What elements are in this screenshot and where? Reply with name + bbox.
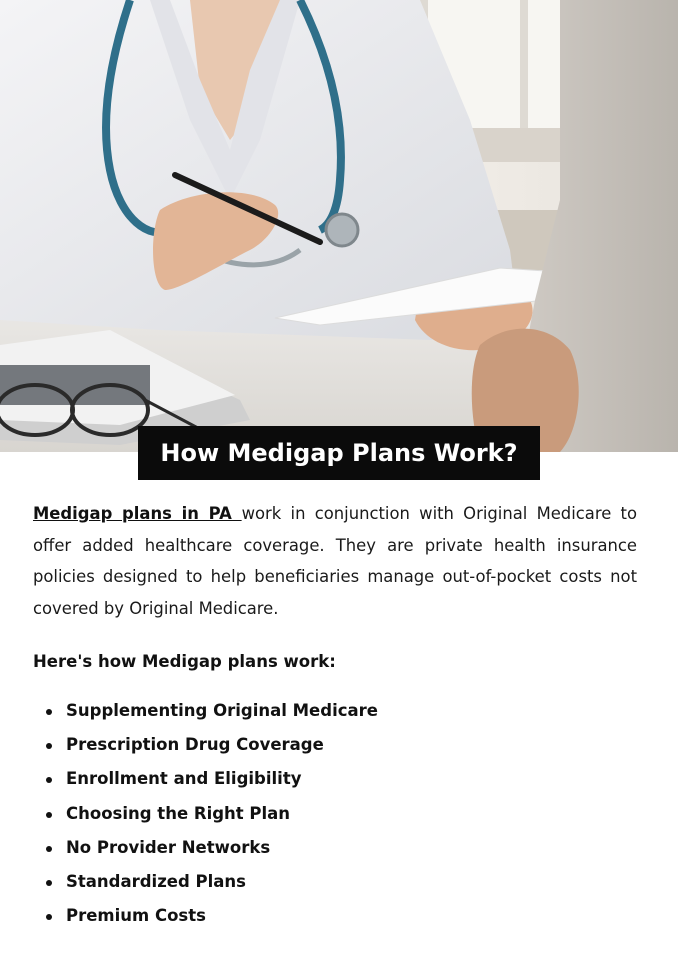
bullet-icon (46, 846, 52, 852)
bullet-icon (46, 914, 52, 920)
list-item-label: Premium Costs (66, 906, 206, 926)
list-item-label: Supplementing Original Medicare (66, 701, 378, 720)
list-item (33, 831, 378, 865)
list-item (33, 865, 378, 899)
list-item-label: Choosing the Right Plan (66, 803, 291, 823)
list-item-label: Standardized Plans (66, 871, 247, 891)
list-item-label: No Provider Networks (66, 837, 271, 857)
medigap-pa-link[interactable]: Medigap plans in PA (33, 504, 242, 523)
list-item (33, 762, 378, 796)
list-item (33, 694, 378, 728)
page-title-text: How Medigap Plans Work? (160, 439, 518, 467)
features-list (33, 694, 378, 933)
list-item-label: Enrollment and Eligibility (66, 769, 302, 789)
bullet-icon (46, 880, 52, 886)
bullet-icon (46, 812, 52, 818)
section-subheading: Here's how Medigap plans work: (33, 652, 336, 671)
bullet-icon (46, 777, 52, 783)
bullet-icon (46, 709, 52, 715)
list-item (33, 899, 378, 933)
page-title (138, 426, 540, 480)
intro-text: work in conjunction with Original Medicare to offer added healthcare coverage. They are private health insurance policies designed to help beneficiaries manage out-of-pocket costs not covered by Original Medicare. (33, 504, 637, 618)
list-item (33, 728, 378, 762)
list-item (33, 797, 378, 831)
list-item-label: Prescription Drug Coverage (66, 735, 324, 755)
bullet-icon (46, 743, 52, 749)
intro-paragraph (33, 498, 637, 624)
hero-photo (0, 0, 678, 452)
